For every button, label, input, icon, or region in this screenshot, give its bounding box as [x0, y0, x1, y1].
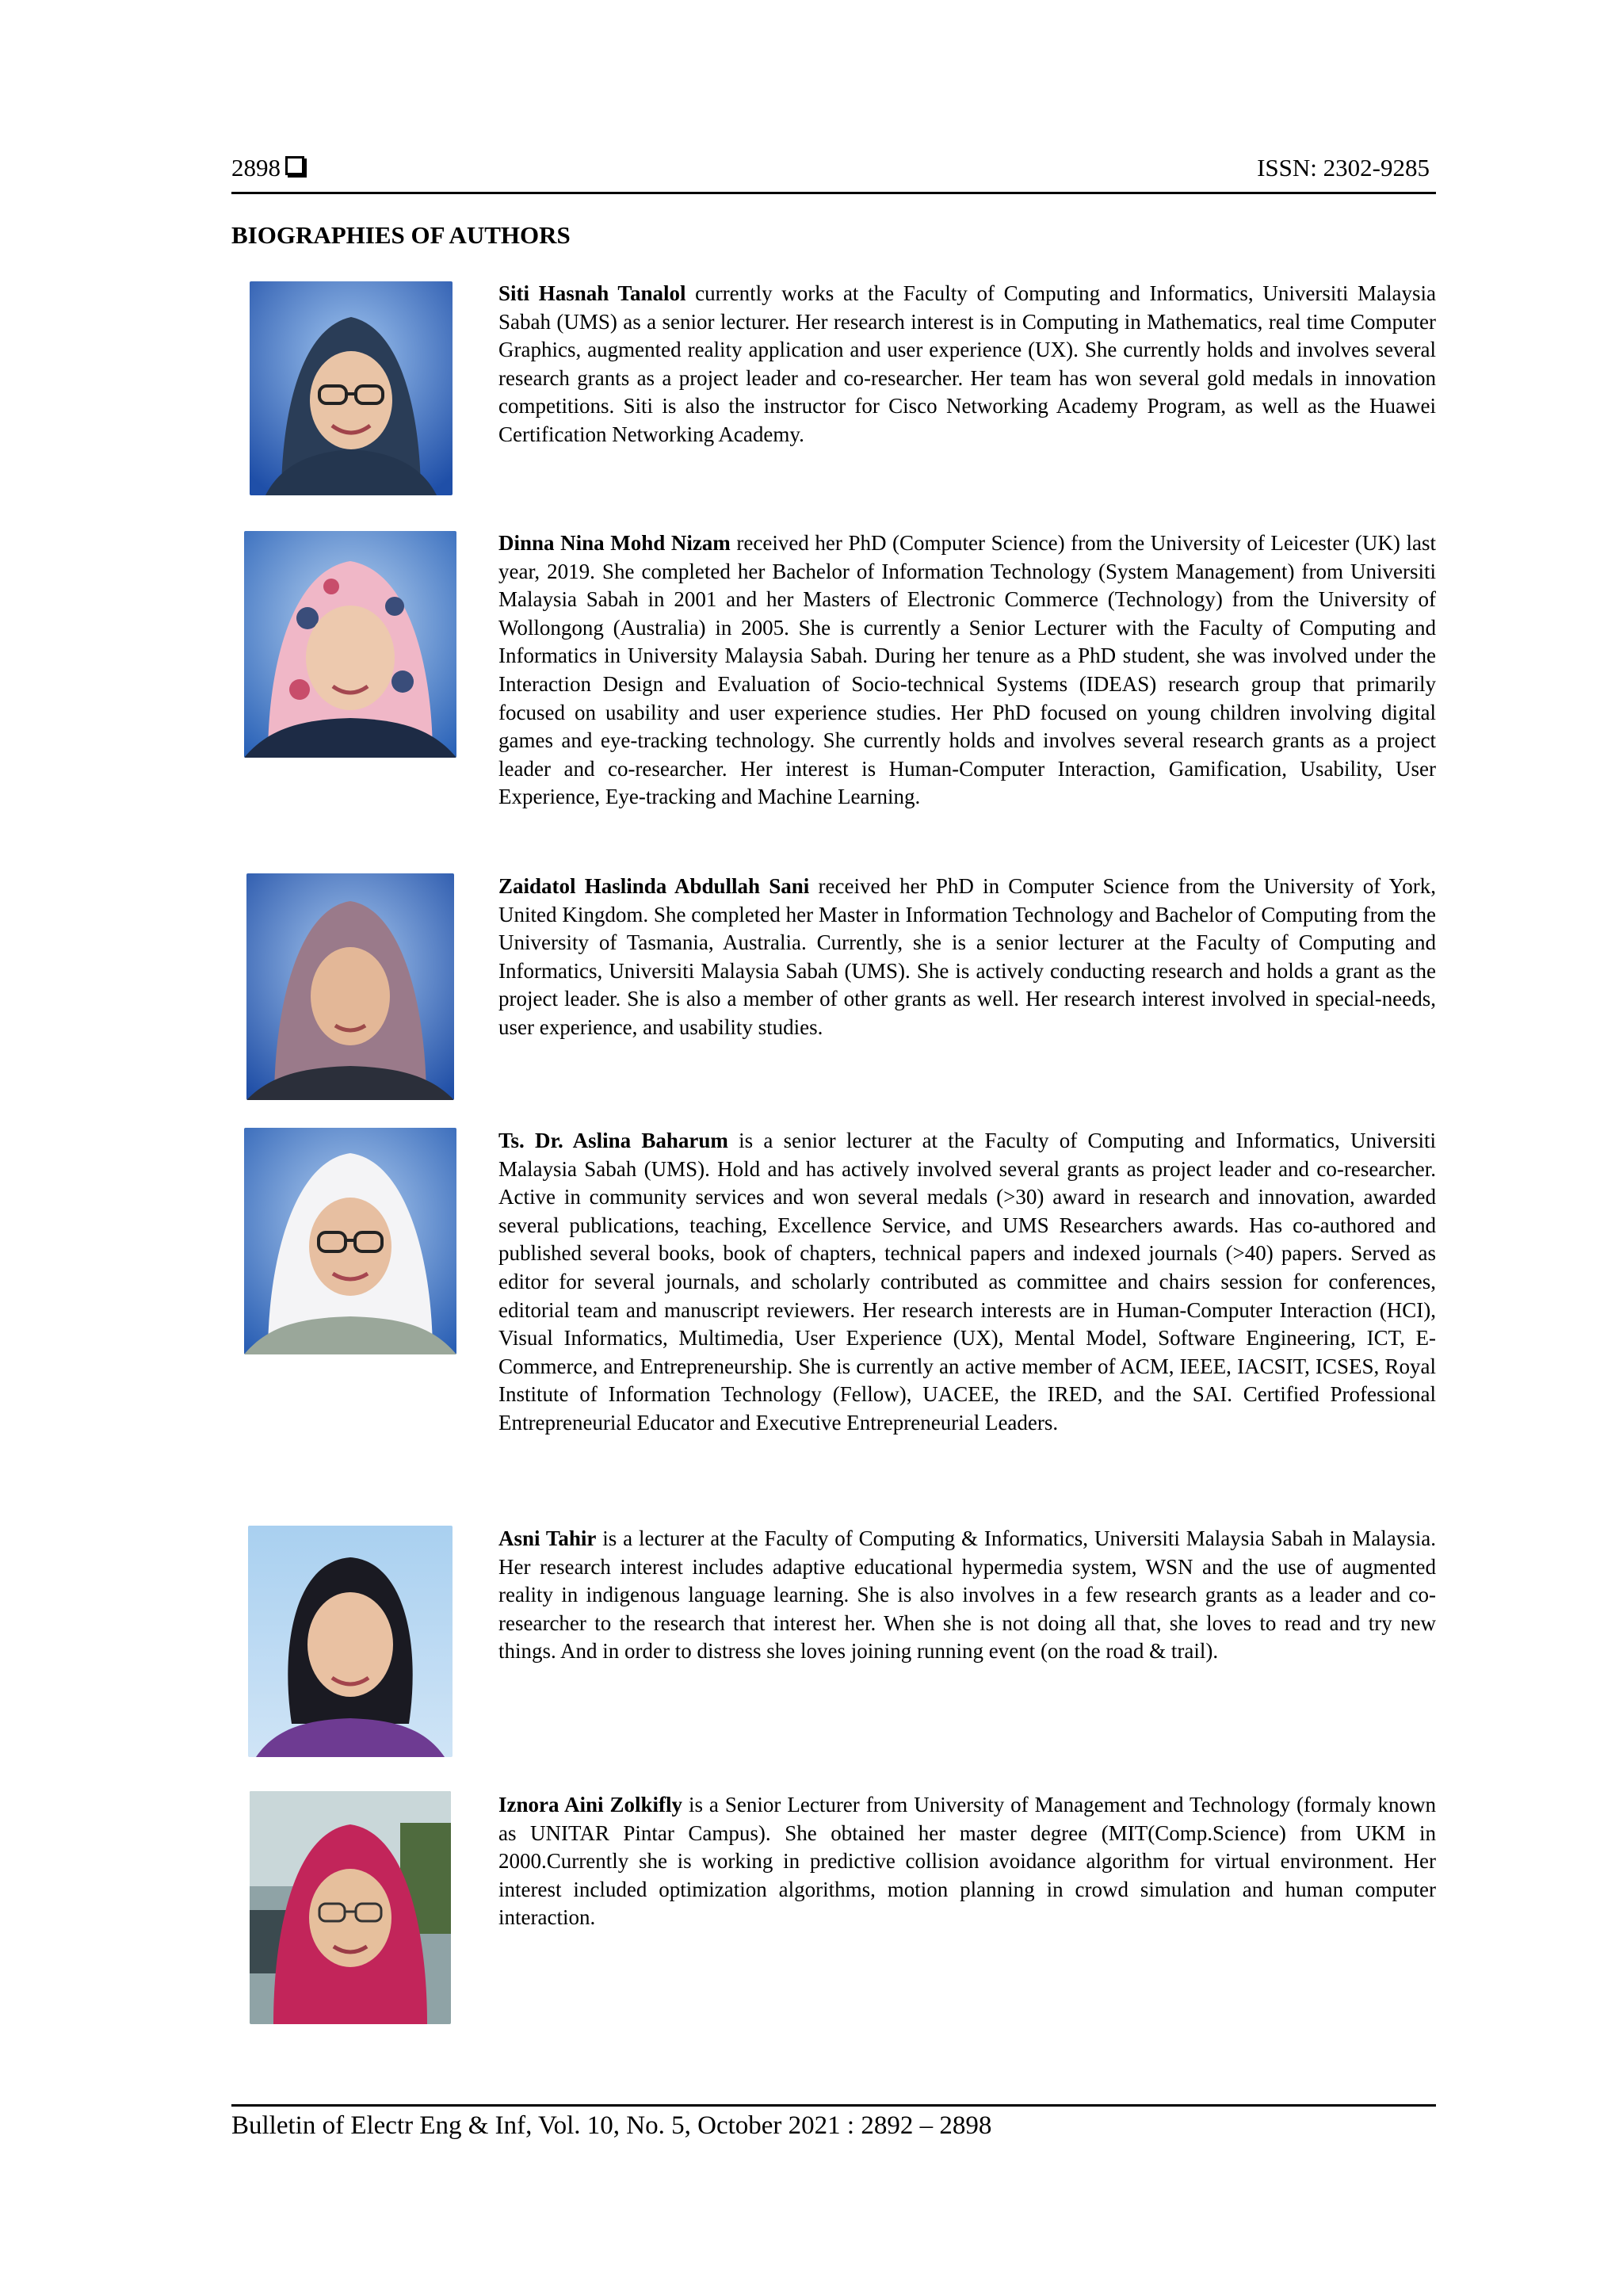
author-bio-text-2: received her PhD (Computer Science) from the University of Leicester (UK) last year, 2019. She completed her Bachelor of Information Technology (System Management) from Universiti Malaysia Sabah in 2001 and her Masters of Electronic Commerce (Technology) from the University of Wollongong (Australia) in 2005. She is currently a Senior Lecturer with the Faculty of Computing and Informatics in University Malaysia Sabah. During her tenure as a PhD student, she was involved under the Interaction Design and Evaluation of Socio-technical Systems (IDEAS) research group that primarily focused on usability and user experience studies. Her PhD focused on young children involving digital games and eye-tracking technology. She currently holds and involves several research grants as a project leader and co-researcher. Her interest is Human-Computer Interaction, Gamification, Usability, User Experience, Eye-tracking and Machine Learning. — [498, 531, 1436, 809]
author-photo-5 — [248, 1526, 453, 1757]
issn: ISSN: 2302-9285 — [1257, 154, 1430, 181]
footer-rule — [231, 2104, 1436, 2107]
author-name-5: Asni Tahir — [498, 1526, 597, 1550]
box-icon — [285, 156, 304, 175]
author-name-2: Dinna Nina Mohd Nizam — [498, 531, 731, 555]
author-bio-3 — [498, 873, 1436, 1042]
author-photo-4 — [244, 1128, 456, 1354]
author-bio-5 — [498, 1525, 1436, 1666]
page-header — [231, 152, 1436, 190]
author-photo-2 — [244, 531, 456, 758]
author-bio-4 — [498, 1127, 1436, 1438]
author-bio-2 — [498, 529, 1436, 812]
author-photo-3 — [246, 873, 454, 1100]
author-bio-text-6: is a Senior Lecturer from University of Management and Technology (formaly known as UNITAR Pintar Campus). She obtained her master degree (MIT(Comp.Science) from UKM in 2000.Currently she is working in predictive collision avoidance algorithm for virtual environment. Her interest included optimization algorithms, motion planning in crowd simulation and human computer interaction. — [498, 1793, 1436, 1930]
author-photo-1 — [250, 281, 453, 495]
author-photo-6 — [250, 1791, 451, 2024]
author-name-4: Ts. Dr. Aslina Baharum — [498, 1129, 728, 1152]
author-name-3: Zaidatol Haslinda Abdullah Sani — [498, 874, 810, 898]
section-title: BIOGRAPHIES OF AUTHORS — [231, 221, 571, 249]
author-name-6: Iznora Aini Zolkifly — [498, 1793, 682, 1817]
author-bio-text-1: currently works at the Faculty of Computing and Informatics, Universiti Malaysia Sabah (UMS) as a senior lecturer. Her research interest is in Computing in Mathematics, real time Computer Graphics, augmented reality application and user experience (UX). She currently holds and involves several research grants as a project leader and co-researcher. Her team has won several gold medals in innovation competitions. Siti is also the instructor for Cisco Networking Academy Program, as well as the Huawei Certification Networking Academy. — [498, 281, 1436, 446]
header-rule — [231, 192, 1436, 194]
author-bio-text-3: received her PhD in Computer Science from the University of York, United Kingdom. She completed her Master in Information Technology and Bachelor of Computing from the University of Tasmania, Australia. Currently, she is a senior lecturer at the Faculty of Computing and Informatics, Universiti Malaysia Sabah (UMS). She is actively conducting research and holds a grant as the project leader. She is also a member of other grants as well. Her research interest involved in special-needs, user experience, and usability studies. — [498, 874, 1436, 1039]
author-bio-text-4: is a senior lecturer at the Faculty of Computing and Informatics, Universiti Malaysia Sabah (UMS). Hold and has actively involved several grants as project leader and co-researcher. Active in community services and won several medals (>30) award in research and innovation, awarded several publications, teaching, Excellence Service, and UMS Researchers awards. Has co-authored and published several books, book of chapters, technical papers and indexed journals (>40) papers. Served as editor for several journals, and scholarly contributed as committee and chairs session for conferences, editorial team and manuscript reviewers. Her research interests are in Human-Computer Interaction (HCI), Visual Informatics, Multimedia, User Experience (UX), Mental Model, Software Engineering, ICT, E-Commerce, and Entrepreneurship. She is currently an active member of ACM, IEEE, IACSIT, ICSES, Royal Institute of Information Technology (Fellow), UACEE, the IRED, and the SAI. Certified Professional Entrepreneurial Educator and Executive Entrepreneurial Leaders. — [498, 1129, 1436, 1435]
author-name-1: Siti Hasnah Tanalol — [498, 281, 686, 305]
author-bio-1 — [498, 280, 1436, 449]
footer-citation: Bulletin of Electr Eng & Inf, Vol. 10, No. 5, October 2021 : 2892 – 2898 — [231, 2111, 992, 2140]
author-bio-6 — [498, 1791, 1436, 1932]
page-number: 2898 — [231, 152, 304, 184]
author-bio-text-5: is a lecturer at the Faculty of Computing & Informatics, Universiti Malaysia Sabah in Malaysia. Her research interest includes adaptive educational hypermedia system, WSN and the use of augmented reality in indigenous language learning. She is also involves in a few research grants as a leader and co-researcher to the research that interest her. When she is not doing all that, she loves to read and try new things. And in order to distress she loves joining running event (on the road & trail). — [498, 1526, 1436, 1664]
